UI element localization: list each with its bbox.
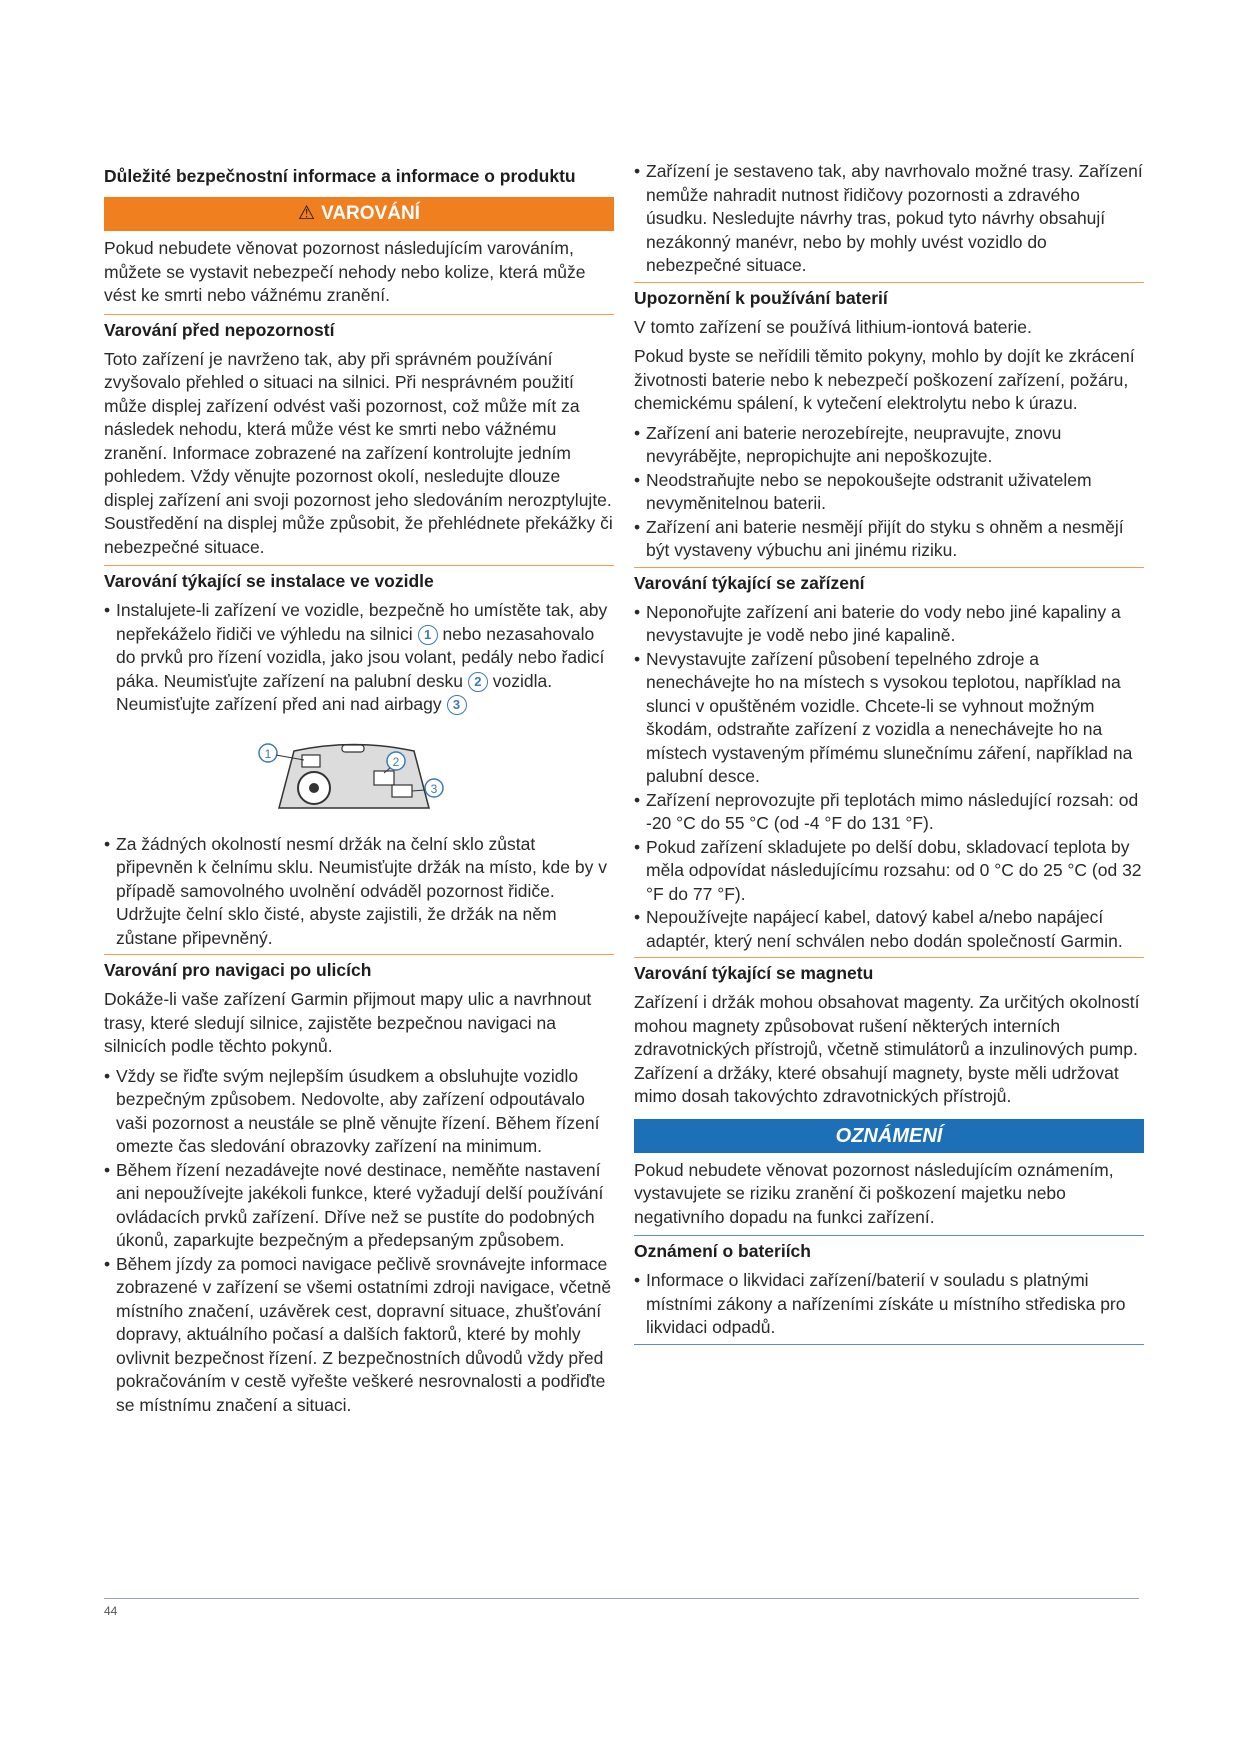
warning-banner-label: VAROVÁNÍ [321,203,420,224]
list-item: • Za žádných okolností nesmí držák na čelní sklo zůstat připevněn k čelnímu sklu. Neumisťujte držák na místo, kde by v případě samovolného uvolnění odváděl pozornost řidiče. Udržujte čelní sklo čisté, abyste zajistili, že držák na něm zůstane připevněný. [104,833,614,951]
warning-banner [104,197,614,231]
list-item: • Během jízdy za pomoci navigace pečlivě srovnávejte informace zobrazené v zařízení se všemi ostatními zdroji navigace, včetně místního značení, uzávěrek cest, dopravní situace, zhušťování dopravy, aktuálního počasí a dalších faktorů, které by mohly ovlivnit bezpečnost řízení. Z bezpečnostních důvodů vždy před pokračováním v cestě vyřešte veškeré nesrovnalosti a podřiďte se místnímu značení a situaci. [104,1253,614,1418]
document-title: Důležité bezpečnostní informace a informace o produktu [104,166,576,186]
list-item: • Vždy se řiďte svým nejlepším úsudkem a obsluhujte vozidlo bezpečným způsobem. Nedovolte, aby zařízení odpoutávalo vaši pozornost a neustále se plně věnujte řízení. Během řízení omezte čas sledování obrazovky zařízení na minimum. [104,1065,614,1159]
list-item: • Zařízení neprovozujte při teplotách mimo následující rozsah: od -20 °C do 55 °C (od -4 °F do 131 °F). [634,789,1144,836]
svg-text:2: 2 [392,754,400,769]
footer-divider [104,1598,1139,1599]
callout-3-icon: 3 [447,695,467,715]
list-item: • Neodstraňujte nebo se nepokoušejte odstranit uživatelem nevyměnitelnou baterii. [634,469,1144,516]
list-item: • Zařízení ani baterie nesmějí přijít do styku s ohněm a nesmějí být vystaveny výbuchu ani jinému riziku. [634,516,1144,563]
list-item: • Nevystavujte zařízení působení tepelného zdroje a nenechávejte ho na místech s vysokou teplotou, například na slunci v opuštěném vozidle. Chcete-li se vyhnout možným škodám, odstraňte zařízení z vozidla a nenechávejte ho na místech vystaveným přímému slunečnímu záření, například na palubní desce. [634,648,1144,789]
section-divider [634,1344,1144,1345]
battery-text-1: V tomto zařízení se používá lithium-iontová baterie. [634,316,1032,337]
battery-list [634,422,1144,563]
warning-triangle-icon: ⚠ [298,203,316,224]
device-list [634,601,1144,954]
callout-2-icon: 2 [468,672,488,692]
battery-text-2: Pokud byste se neřídili těmito pokyny, mohlo by dojít ke zkrácení životnosti baterie nebo k nebezpečí poškození zařízení, požáru, chemickému spálení, k vytečení elektrolytu nebo k úrazu. [634,346,1135,413]
navigation-list [104,1065,614,1418]
battery-notice-list [634,1269,1144,1340]
installation-text-c: vozidla. Neumisťujte zařízení před ani nad airbagy [116,670,553,714]
dashboard-illustration [254,733,454,818]
distraction-heading: Varování před nepozorností [104,314,614,342]
list-item: • Pokud zařízení skladujete po delší dobu, skladovací teplota by měla odpovídat následujícímu rozsahu: od 0 °C do 25 °C (od 32 °F do 77 °F). [634,836,1144,907]
notice-intro: Pokud nebudete věnovat pozornost následujícím oznámením, vystavujete se riziku zranění či poškození majetku nebo negativního dopadu na funkci zařízení. [634,1159,1114,1227]
warning-intro: Pokud nebudete věnovat pozornost následujícím varováním, můžete se vystavit nebezpečí nehody nebo kolize, která může vést ke smrti nebo vážnému zranění. [104,238,586,305]
list-item: • Neponořujte zařízení ani baterie do vody nebo jiné kapaliny a nevystavujte je vodě nebo jiné kapalině. [634,601,1144,648]
battery-heading: Upozornění k používání baterií [634,282,1144,310]
list-item [104,599,614,717]
distraction-text: Toto zařízení je navrženo tak, aby při správném používání zvyšovalo přehled o situaci na silnici. Při nesprávném použití může displej zařízení odvést vaši pozornost, což může mít za následek nehodu, která může vést ke smrti nebo vážnému zranění. Informace zobrazené na zařízení kontrolujte jedním pohledem. Vždy věnujte pozornost okolí, nesledujte dlouze displej zařízení ani svoji pozornost jeho sledováním nerozptylujte. Soustředění na displej může způsobit, že přehlédnete překážky či nebezpečné situace. [104,348,613,557]
windshield-list [104,833,614,951]
left-column [104,160,614,1421]
magnet-text: Zařízení i držák mohou obsahovat magenty. Za určitých okolností mohou magnety způsobovat rušení některých interních zdravotnických přístrojů, včetně stimulátorů a inzulinových pump. Zařízení a držáky, které obsahují magnety, byste měli udržovat mimo dosah takovýchto zdravotnických přístrojů. [634,992,1140,1106]
list-item: • Informace o likvidaci zařízení/baterií v souladu s platnými místními zákony a nařízeními získáte u místního střediska pro likvidaci odpadů. [634,1269,1144,1340]
navigation-heading: Varování pro navigaci po ulicích [104,954,614,982]
route-list [634,160,1144,278]
right-column [634,160,1144,1349]
battery-notice-heading: Oznámení o bateriích [634,1235,1144,1263]
installation-list [104,599,614,717]
list-item: • Zařízení ani baterie nerozebírejte, neupravujte, znovu nevyrábějte, nepropichujte ani nepoškozujte. [634,422,1144,469]
list-item: • Nepoužívejte napájecí kabel, datový kabel a/nebo napájecí adaptér, který není schválen nebo dodán společností Garmin. [634,906,1144,953]
device-heading: Varování týkající se zařízení [634,567,1144,595]
navigation-intro: Dokáže-li vaše zařízení Garmin přijmout mapy ulic a navrhnout trasy, které sledují silnice, zajistěte bezpečnou navigaci na silnicích podle těchto pokynů. [104,989,592,1056]
notice-banner: OZNÁMENÍ [634,1119,1144,1153]
magnet-heading: Varování týkající se magnetu [634,957,1144,985]
installation-heading: Varování týkající se instalace ve vozidle [104,565,614,593]
list-item: • Zařízení je sestaveno tak, aby navrhovalo možné trasy. Zařízení nemůže nahradit nutnost řidičovy pozornosti a zdravého úsudku. Nesledujte návrhy tras, pokud tyto návrhy obsahují nezákonný manévr, nebo by mohly uvést vozidlo do nebezpečné situace. [634,160,1144,278]
installation-text-a: Instalujete-li zařízení ve vozidle, bezpečně ho umístěte tak, aby nepřekáželo řidiči ve výhledu na silnici [116,600,608,644]
callout-1-icon: 1 [418,625,438,645]
svg-text:1: 1 [264,746,272,761]
list-item: • Během řízení nezadávejte nové destinace, neměňte nastavení ani nepoužívejte jakékoli funkce, které vyžadují delší používání ovládacích prvků zařízení. Dříve než se pustíte do podobných úkonů, zaparkujte bezpečným a předepsaným způsobem. [104,1159,614,1253]
page-number: 44 [104,1604,118,1618]
installation-text-b: nebo nezasahovalo do prvků pro řízení vozidla, jako jsou volant, pedály nebo řadicí páka. Neumisťujte zařízení na palubní desku [116,623,605,691]
svg-text:3: 3 [430,781,438,796]
